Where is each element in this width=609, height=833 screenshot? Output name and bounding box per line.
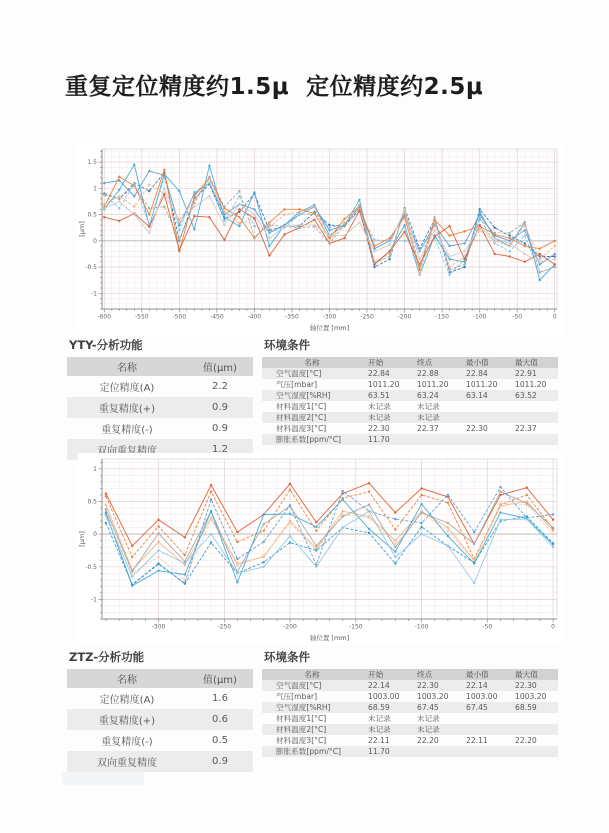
cell: 未记录 — [368, 413, 391, 422]
svg-text:-1: -1 — [91, 290, 97, 298]
yty-analysis-block — [67, 337, 253, 460]
table-row — [262, 724, 558, 735]
cell — [460, 713, 509, 724]
table-row — [67, 376, 253, 397]
cell: 22.91 — [515, 369, 537, 378]
cell: 1.2 — [212, 444, 228, 455]
cell: 67.45 — [417, 703, 439, 712]
svg-text:-0.5: -0.5 — [85, 264, 97, 272]
cell: 空气湿度[%RH] — [276, 703, 331, 712]
svg-text:-150: -150 — [348, 623, 363, 631]
cell: 63.52 — [515, 391, 537, 400]
cell: 未记录 — [368, 402, 391, 411]
cell: 0.6 — [212, 714, 228, 725]
column-header: 名称 — [262, 669, 362, 680]
cell: 膨胀系数[ppm/°C] — [276, 435, 341, 444]
table-row — [262, 368, 558, 379]
cell: 气压[mbar] — [276, 380, 318, 389]
faint-watermark — [62, 772, 144, 785]
svg-text:[μm]: [μm] — [78, 221, 86, 237]
cell — [509, 746, 558, 757]
cell — [509, 412, 558, 423]
cell: 未记录 — [368, 714, 391, 723]
cell: 22.84 — [368, 369, 390, 378]
table-row — [262, 390, 558, 401]
ztz-analysis-block — [67, 649, 253, 772]
svg-text:-100: -100 — [472, 313, 487, 321]
cell: 22.30 — [466, 424, 488, 433]
svg-text:轴位置 [mm]: 轴位置 [mm] — [309, 324, 350, 332]
svg-text:1.5: 1.5 — [87, 159, 97, 167]
svg-text:1: 1 — [93, 185, 97, 193]
svg-text:-350: -350 — [285, 313, 299, 321]
cell: 1003.20 — [417, 692, 449, 701]
cell: 1003.20 — [515, 692, 547, 701]
svg-text:-50: -50 — [482, 623, 493, 631]
cell: 22.14 — [466, 681, 488, 690]
cell: 重复精度(-) — [101, 737, 153, 748]
cell: 22.30 — [515, 681, 537, 690]
cell — [460, 412, 509, 423]
cell: 1003.00 — [466, 692, 498, 701]
table-row — [67, 688, 253, 709]
table-header-row — [262, 669, 558, 680]
table-row — [262, 412, 558, 423]
table-row — [67, 418, 253, 439]
cell: 1003.00 — [368, 692, 400, 701]
ztz-analysis-title: ZTZ-分析功能 — [69, 650, 145, 664]
svg-text:0: 0 — [551, 623, 555, 631]
column-header: 最小值 — [460, 357, 509, 368]
svg-text:-50: -50 — [512, 313, 523, 321]
cell: 未记录 — [417, 413, 440, 422]
column-header: 终点 — [411, 357, 460, 368]
cell: 68.59 — [368, 703, 390, 712]
table-row — [262, 680, 558, 691]
cell: 未记录 — [368, 725, 391, 734]
svg-text:0: 0 — [93, 237, 97, 245]
table-row — [262, 735, 558, 746]
cell: 0.9 — [212, 402, 228, 413]
cell: 重复精度(-) — [101, 425, 153, 436]
cell: 0.5 — [212, 735, 228, 746]
svg-text:-500: -500 — [172, 313, 187, 321]
table-row — [67, 730, 253, 751]
table-row — [262, 702, 558, 713]
cell: 22.30 — [368, 424, 390, 433]
cell: 22.20 — [417, 736, 439, 745]
yty-position-chart — [78, 143, 565, 335]
cell: 1.6 — [212, 693, 228, 704]
svg-text:-200: -200 — [283, 623, 297, 631]
table-row — [262, 423, 558, 434]
cell: 重复精度(+) — [98, 716, 156, 727]
cell: 双向重复精度 — [97, 758, 157, 769]
cell — [460, 401, 509, 412]
table-row — [262, 746, 558, 757]
column-header: 名称 — [67, 669, 187, 688]
cell: 双向重复精度 — [97, 446, 157, 457]
cell: 1011.20 — [417, 380, 449, 389]
svg-text:-1: -1 — [91, 596, 97, 604]
cell: 22.11 — [368, 736, 390, 745]
svg-text:-300: -300 — [322, 313, 337, 321]
cell: 63.51 — [368, 391, 390, 400]
table-row — [67, 751, 253, 772]
table-row — [262, 434, 558, 445]
svg-text:-600: -600 — [97, 313, 112, 321]
cell: 22.37 — [515, 424, 537, 433]
column-header: 最小值 — [460, 669, 509, 680]
table-row — [262, 401, 558, 412]
ztz-analysis-table — [67, 669, 253, 772]
cell: 材料温度2[°C] — [276, 413, 327, 422]
svg-text:[μm]: [μm] — [78, 531, 86, 547]
table-row — [262, 379, 558, 390]
cell: 未记录 — [417, 725, 440, 734]
cell: 22.88 — [417, 369, 439, 378]
svg-text:轴位置 [mm]: 轴位置 [mm] — [309, 634, 350, 642]
cell: 22.14 — [368, 681, 390, 690]
cell: 1011.20 — [466, 380, 498, 389]
svg-text:-150: -150 — [435, 313, 449, 321]
table-header-row — [262, 357, 558, 368]
cell: 材料温度3[°C] — [276, 424, 327, 433]
ztz-position-chart — [78, 453, 565, 645]
cell — [509, 713, 558, 724]
table-row — [262, 713, 558, 724]
table-row — [67, 397, 253, 418]
cell: 空气湿度[%RH] — [276, 391, 331, 400]
svg-text:-0.5: -0.5 — [85, 563, 97, 571]
column-header: 值(μm) — [187, 357, 253, 376]
svg-text:0.5: 0.5 — [87, 211, 97, 219]
cell — [411, 746, 460, 757]
cell: 材料温度2[°C] — [276, 725, 327, 734]
cell — [411, 434, 460, 445]
cell: 22.11 — [466, 736, 488, 745]
cell: 2.2 — [212, 381, 228, 392]
cell: 材料温度1[°C] — [276, 402, 327, 411]
ztz-environment-block — [262, 649, 558, 757]
svg-text:0: 0 — [93, 531, 97, 539]
cell: 11.70 — [368, 435, 390, 444]
cell: 气压[mbar] — [276, 692, 318, 701]
cell: 63.24 — [417, 391, 439, 400]
cell: 膨胀系数[ppm/°C] — [276, 747, 341, 756]
cell: 22.20 — [515, 736, 537, 745]
yty-environment-title: 环境条件 — [264, 338, 310, 352]
svg-text:-100: -100 — [414, 623, 429, 631]
svg-text:-300: -300 — [151, 623, 166, 631]
cell: 22.84 — [466, 369, 488, 378]
yty-analysis-title: YTY-分析功能 — [69, 338, 143, 352]
cell — [509, 434, 558, 445]
cell — [509, 401, 558, 412]
page-title: 重复定位精度约1.5μ 定位精度约2.5μ — [65, 74, 484, 100]
cell: 重复精度(+) — [98, 404, 156, 415]
cell: 1011.20 — [515, 380, 547, 389]
svg-text:-200: -200 — [397, 313, 412, 321]
table-header-row — [67, 669, 253, 688]
cell: 材料温度1[°C] — [276, 714, 327, 723]
cell: 63.14 — [466, 391, 488, 400]
cell — [460, 724, 509, 735]
yty-environment-table — [262, 357, 558, 445]
svg-text:-450: -450 — [210, 313, 224, 321]
svg-text:0: 0 — [552, 313, 557, 321]
column-header: 终点 — [411, 669, 460, 680]
cell: 材料温度3[°C] — [276, 736, 327, 745]
svg-text:1: 1 — [93, 465, 97, 473]
column-header: 开始 — [362, 669, 411, 680]
cell: 定位精度(A) — [99, 383, 155, 394]
table-row — [262, 691, 558, 702]
cell: 67.45 — [466, 703, 488, 712]
column-header: 开始 — [362, 357, 411, 368]
cell: 22.30 — [417, 681, 439, 690]
cell: 22.37 — [417, 424, 439, 433]
cell — [509, 724, 558, 735]
cell: 未记录 — [417, 714, 440, 723]
column-header: 名称 — [262, 357, 362, 368]
cell — [460, 434, 509, 445]
yty-environment-block — [262, 337, 558, 445]
svg-text:-250: -250 — [217, 623, 232, 631]
column-header: 最大值 — [509, 357, 558, 368]
column-header: 名称 — [67, 357, 187, 376]
svg-text:-250: -250 — [360, 313, 374, 321]
svg-text:0.5: 0.5 — [87, 498, 97, 506]
cell: 1011.20 — [368, 380, 400, 389]
table-row — [67, 709, 253, 730]
ztz-environment-table — [262, 669, 558, 757]
svg-text:-400: -400 — [247, 313, 262, 321]
yty-analysis-table — [67, 357, 253, 460]
cell: 68.59 — [515, 703, 537, 712]
cell — [460, 746, 509, 757]
cell: 定位精度(A) — [99, 695, 155, 706]
cell: 0.9 — [212, 423, 228, 434]
column-header: 值(μm) — [187, 669, 253, 688]
table-header-row — [67, 357, 253, 376]
cell: 未记录 — [417, 402, 440, 411]
column-header: 最大值 — [509, 669, 558, 680]
ztz-environment-title: 环境条件 — [264, 650, 310, 664]
cell: 空气温度[°C] — [276, 681, 322, 690]
svg-text:-550: -550 — [134, 313, 149, 321]
cell: 11.70 — [368, 747, 390, 756]
cell: 空气温度[°C] — [276, 369, 322, 378]
cell: 0.9 — [212, 756, 228, 767]
